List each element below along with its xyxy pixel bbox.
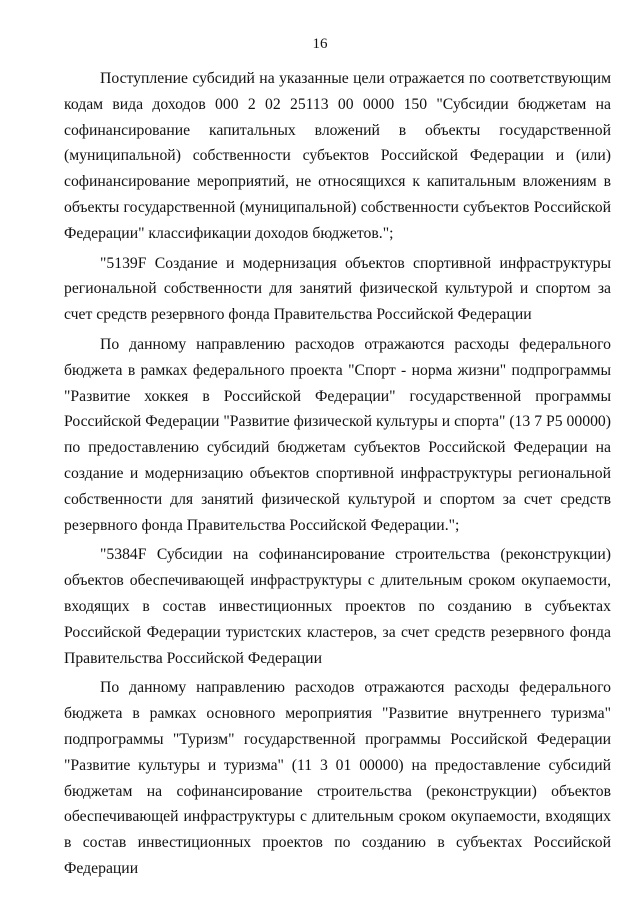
document-body	[64, 66, 611, 882]
paragraph-code-5139f: "5139F Создание и модернизация объектов спортивной инфраструктуры региональной собственности для занятий физической культурой и спортом за счет средств резервного фонда Правительства Российской Федерации	[64, 254, 611, 324]
paragraph-5384f-description: По данному направлению расходов отражаются расходы федерального бюджета в рамках основного мероприятия "Развитие внутреннего туризма" подпрограммы "Туризм" государственной программы Российской Федерации "Развитие культуры и туризма" (11 3 01 00000) на предоставление субсидий бюджетам на софинансирование строительства (реконструкции) объектов обеспечивающей инфраструктуры с длительным сроком окупаемости, входящих в состав инвестиционных проектов по созданию в субъектах Российской Федерации	[64, 679, 611, 877]
paragraph-subsidy-receipts: Поступление субсидий на указанные цели отражается по соответствующим кодам вида доходов 000 2 02 25113 00 0000 150 "Субсидии бюджетам на софинансирование капитальных вложений в объекты государственной (муниципальной) собственности субъектов Российской Федерации и (или) софинансирование мероприятий, не относящихся к капитальным вложениям в объекты государственной (муниципальной) собственности субъектов Российской Федерации" классификации доходов бюджетов.";	[64, 70, 611, 242]
paragraph-code-5384f: "5384F Субсидии на софинансирование строительства (реконструкции) объектов обеспечивающей инфраструктуры с длительным сроком окупаемости, входящих в состав инвестиционных проектов по созданию в субъектах Российской Федерации туристских кластеров, за счет средств резервного фонда Правительства Российской Федерации	[64, 546, 611, 667]
paragraph-5139f-description: По данному направлению расходов отражаются расходы федерального бюджета в рамках федерального проекта "Спорт - норма жизни" подпрограммы "Развитие хоккея в Российской Федерации" государственной программы Российской Федерации "Развитие физической культуры и спорта" (13 7 P5 00000) по предоставлению субсидий бюджетам субъектов Российской Федерации на создание и модернизацию объектов спортивной инфраструктуры региональной собственности для занятий физической культурой и спортом за счет средств резервного фонда Правительства Российской Федерации.";	[64, 335, 611, 534]
page-number: 16	[312, 36, 328, 52]
